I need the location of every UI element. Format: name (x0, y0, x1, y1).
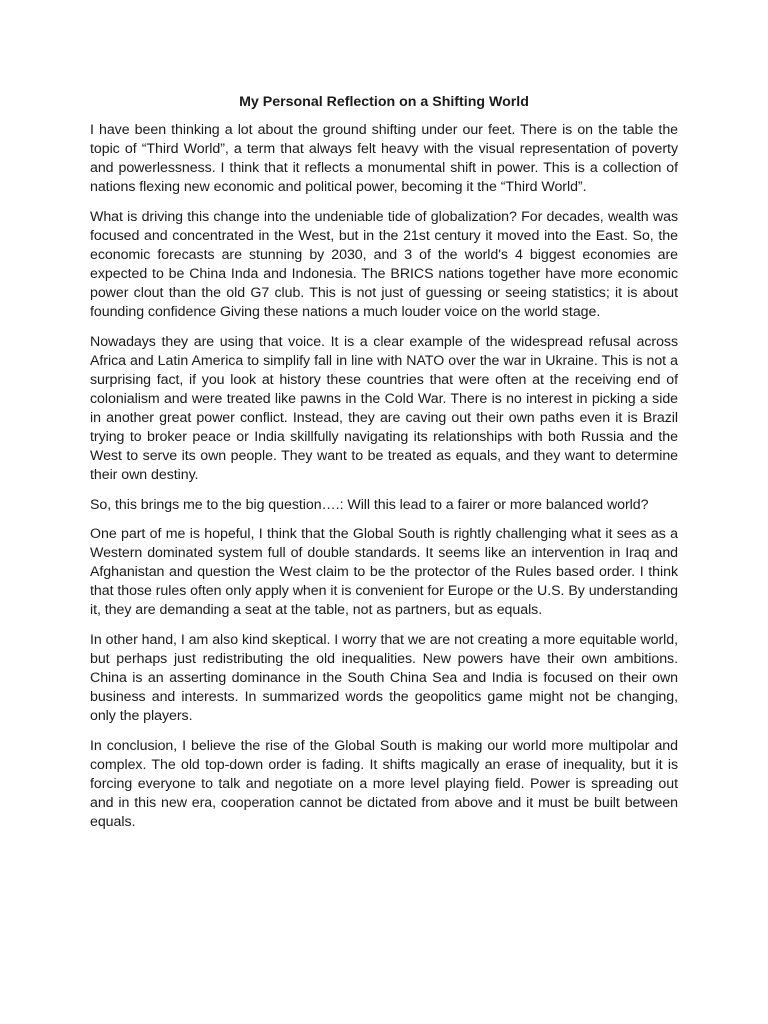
paragraph-7: In conclusion, I believe the rise of the Global South is making our world more multipolar and complex. The old top-down order is fading. It shifts magically an erase of inequality, but it is forcing everyone to talk and negotiate on a more level playing field. Power is spreading out and in this new era, cooperation cannot be dictated from above and it must be built between equals. (90, 737, 678, 830)
paragraph-1: I have been thinking a lot about the ground shifting under our feet. There is on the table the topic of “Third World”, a term that always felt heavy with the visual representation of poverty and powerlessness. I think that it reflects a monumental shift in power. This is a collection of nations flexing new economic and political power, becoming it the “Third World”. (90, 122, 678, 196)
paragraph-3: Nowadays they are using that voice. It is a clear example of the widespread refusal across Africa and Latin America to simplify fall in line with NATO over the war in Ukraine. This is not a surprising fact, if you look at history these countries that were often at the receiving end of colonialism and were treated like pawns in the Cold War. There is no interest in picking a side in another great power conflict. Instead, they are caving out their own paths even it is Brazil trying to broker peace or India skillfully navigating its relationships with both Russia and the West to serve its own people. They want to be treated as equals, and they want to determine their own destiny. (90, 333, 678, 484)
document-body (90, 121, 678, 842)
document-title: My Personal Reflection on a Shifting World (239, 94, 529, 110)
paragraph-6: In other hand, I am also kind skeptical. I worry that we are not creating a more equitable world, but perhaps just redistributing the old inequalities. New powers have their own ambitions. China is an asserting dominance in the South China Sea and India is focused on their own business and interests. In summarized words the geopolitics game might not be changing, only the players. (90, 631, 678, 725)
paragraph-4: So, this brings me to the big question….: Will this lead to a fairer or more balanced world? (90, 496, 649, 513)
paragraph-5: One part of me is hopeful, I think that the Global South is rightly challenging what it sees as a Western dominated system full of double standards. It seems like an intervention in Iraq and Afghanistan and question the West claim to be the protector of the Rules based order. I think that those rules often only apply when it is convenient for Europe or the U.S. By understanding it, they are demanding a seat at the table, not as partners, but as equals. (90, 525, 678, 619)
paragraph-2: What is driving this change into the undeniable tide of globalization? For decades, wealth was focused and concentrated in the West, but in the 21st century it moved into the East. So, the economic forecasts are stunning by 2030, and 3 of the world's 4 biggest economies are expected to be China Inda and Indonesia. The BRICS nations together have more economic power clout than the old G7 club. This is not just of guessing or seeing statistics; it is about founding confidence Giving these nations a much louder voice on the world stage. (90, 208, 678, 321)
